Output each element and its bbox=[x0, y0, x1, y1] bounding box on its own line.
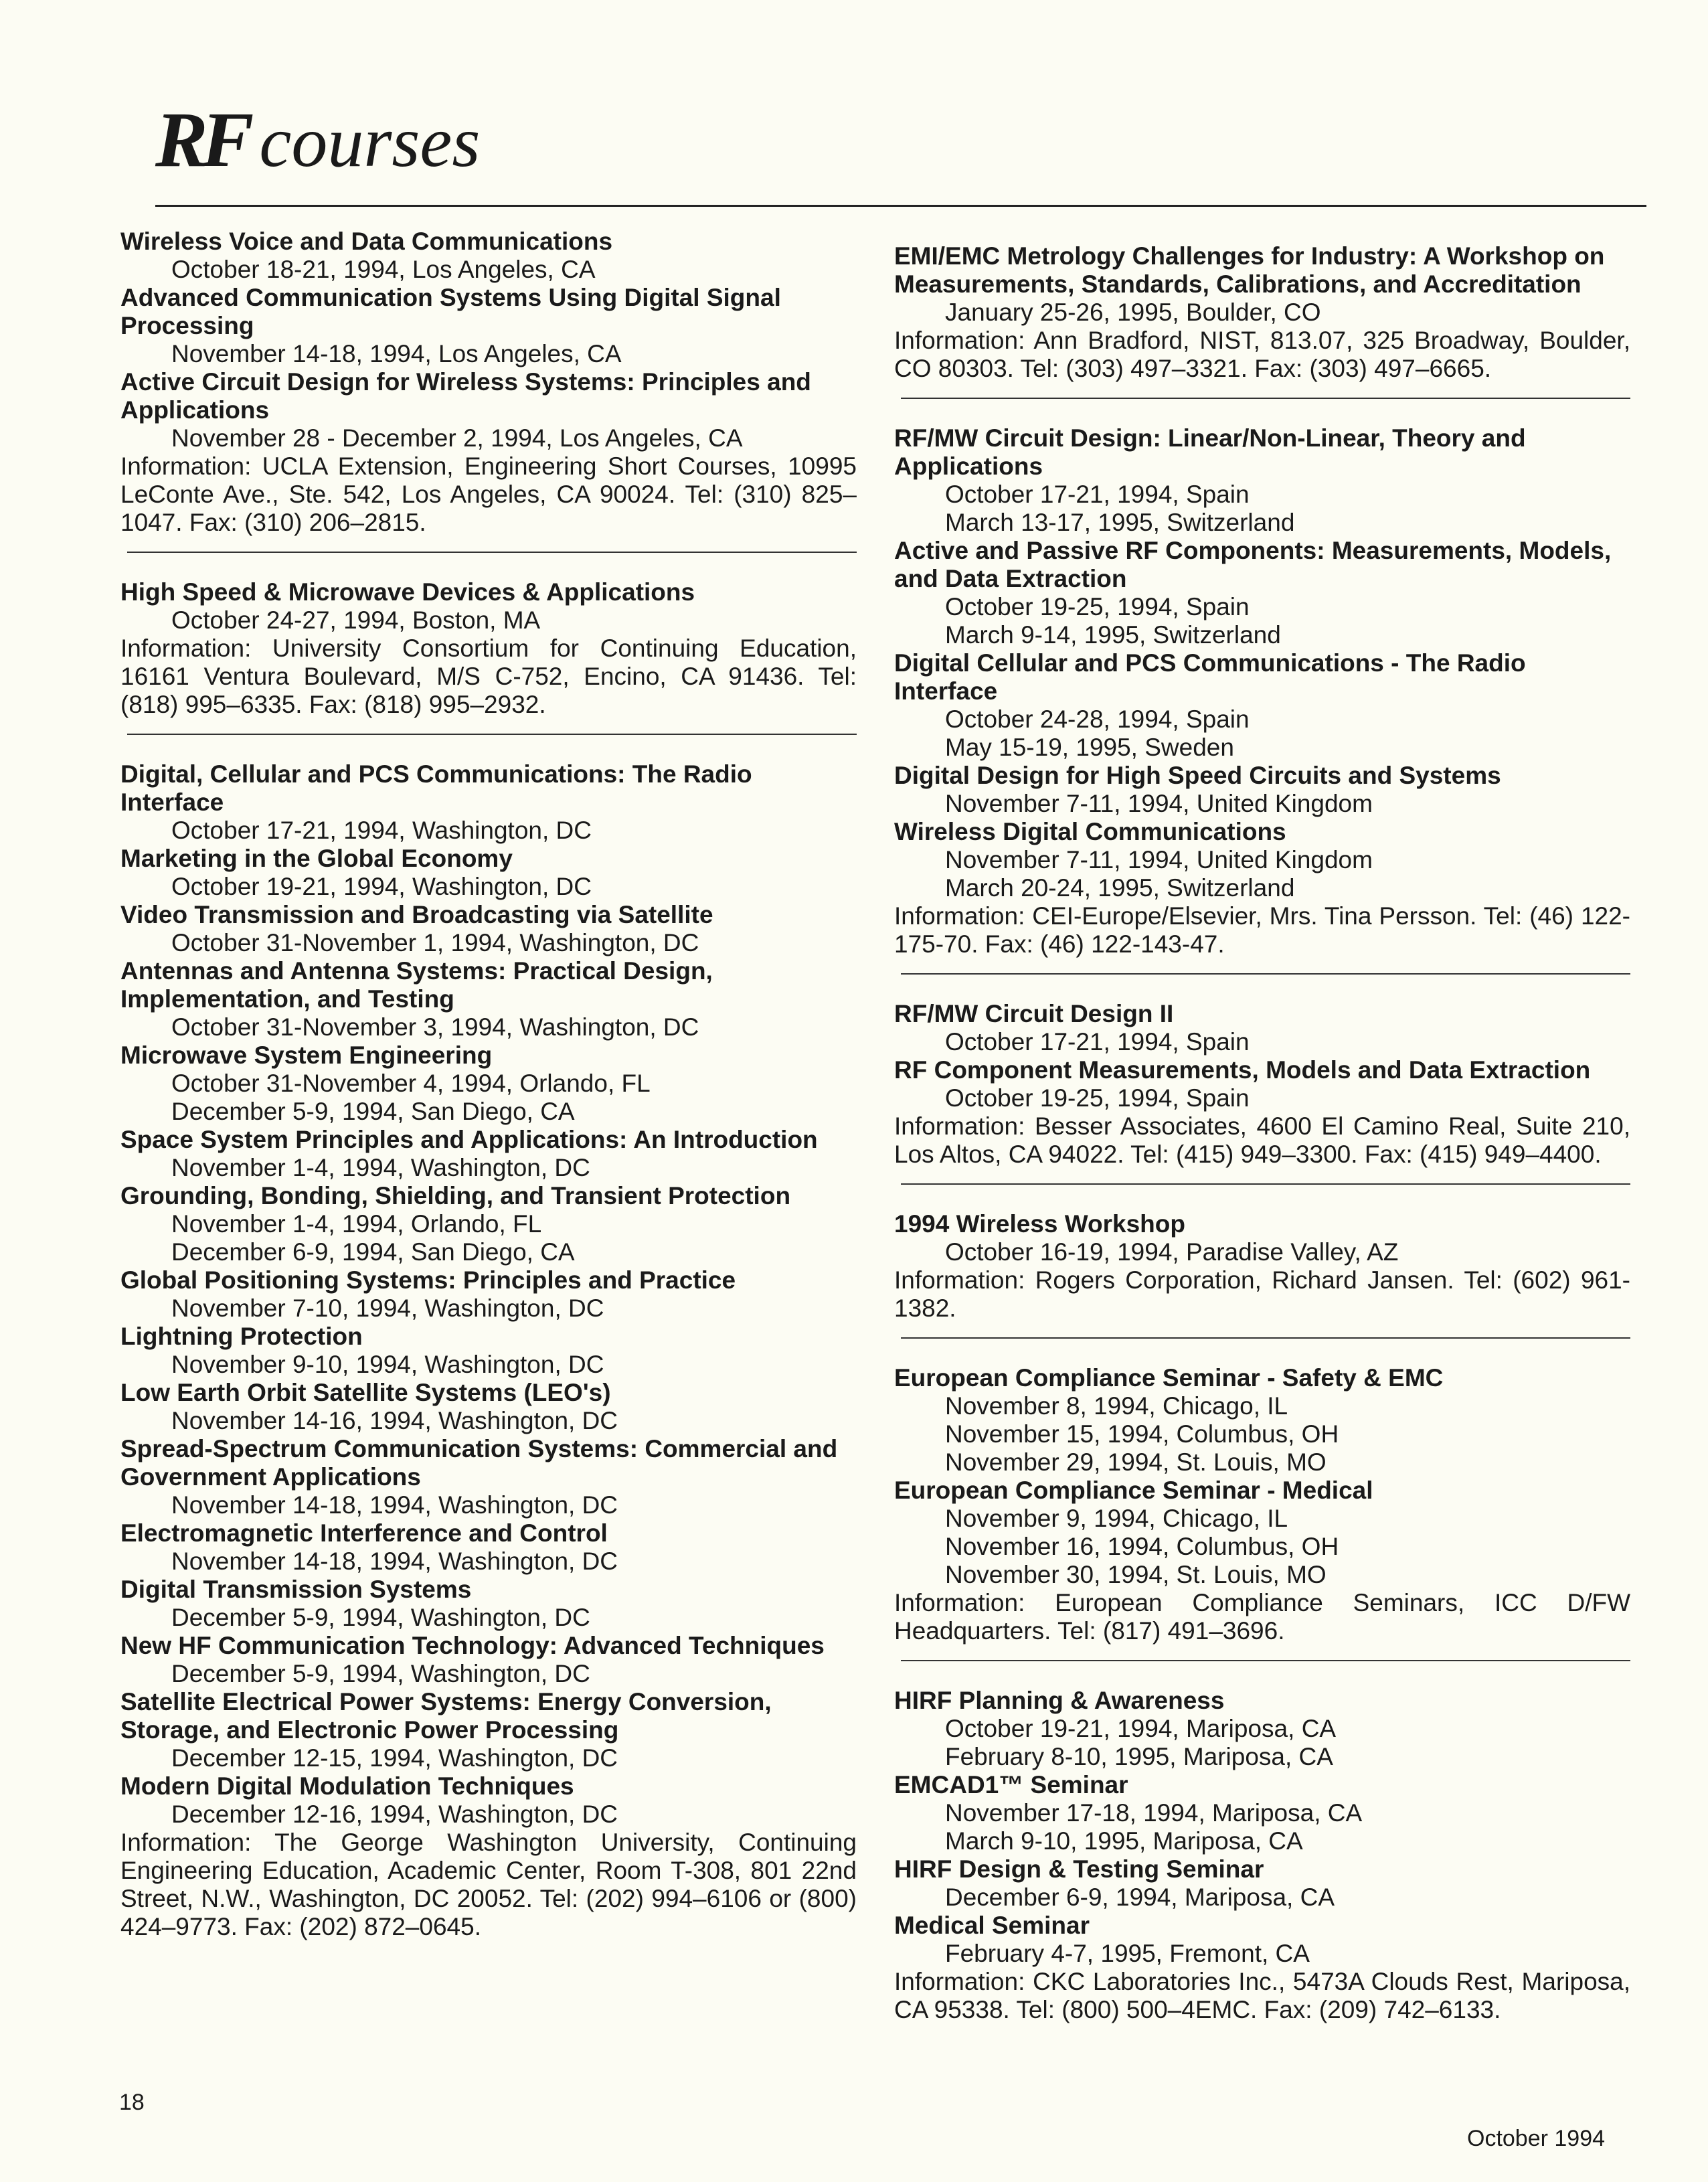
course-title: HIRF Planning & Awareness bbox=[894, 1687, 1225, 1714]
course-date: November 29, 1994, St. Louis, MO bbox=[945, 1448, 1327, 1476]
course-title: Spread-Spectrum Communication Systems: Commercial and Government Applications bbox=[120, 1435, 838, 1491]
course-title: Low Earth Orbit Satellite Systems (LEO's) bbox=[120, 1379, 611, 1406]
course-title: Satellite Electrical Power Systems: Energy Conversion, Storage, and Electronic Power Processing bbox=[120, 1688, 772, 1744]
course-date: November 14-18, 1994, Los Angeles, CA bbox=[171, 340, 622, 367]
course-date: November 14-18, 1994, Washington, DC bbox=[171, 1547, 618, 1575]
contact-info: Information: European Compliance Seminars, ICC D/FW Headquarters. Tel: (817) 491–3696. bbox=[894, 1589, 1630, 1645]
course-date: October 31-November 4, 1994, Orlando, FL bbox=[171, 1070, 651, 1097]
course-date: November 9-10, 1994, Washington, DC bbox=[171, 1351, 604, 1378]
course-date: October 31-November 3, 1994, Washington, DC bbox=[171, 1013, 699, 1041]
course-title: Lightning Protection bbox=[120, 1323, 363, 1350]
course-title: Video Transmission and Broadcasting via Satellite bbox=[120, 901, 713, 928]
course-date: February 8-10, 1995, Mariposa, CA bbox=[945, 1743, 1333, 1770]
section-divider bbox=[901, 973, 1630, 975]
masthead-rule bbox=[155, 205, 1646, 207]
course-title: RF Component Measurements, Models and Data Extraction bbox=[894, 1056, 1591, 1084]
course-title: New HF Communication Technology: Advanced Techniques bbox=[120, 1632, 825, 1659]
course-title: Marketing in the Global Economy bbox=[120, 845, 513, 872]
course-date: December 12-15, 1994, Washington, DC bbox=[171, 1744, 618, 1772]
course-title: European Compliance Seminar - Safety & EMC bbox=[894, 1364, 1444, 1392]
listing-block bbox=[894, 424, 1630, 958]
course-date: October 19-21, 1994, Washington, DC bbox=[171, 873, 592, 900]
course-date: October 18-21, 1994, Los Angeles, CA bbox=[171, 256, 596, 283]
listing-block bbox=[120, 760, 857, 1941]
course-title: RF/MW Circuit Design II bbox=[894, 1000, 1174, 1027]
contact-info: Information: Ann Bradford, NIST, 813.07, 325 Broadway, Boulder, CO 80303. Tel: (303) 497–3321. Fax: (303) 497–6665. bbox=[894, 327, 1630, 382]
course-date: October 17-21, 1994, Spain bbox=[945, 481, 1250, 508]
course-date: November 1-4, 1994, Washington, DC bbox=[171, 1154, 590, 1181]
course-title: EMI/EMC Metrology Challenges for Industry: A Workshop on Measurements, Standards, Calibrations, and Accreditation bbox=[894, 242, 1605, 298]
left-column bbox=[120, 228, 857, 1941]
course-date: December 5-9, 1994, Washington, DC bbox=[171, 1604, 590, 1631]
course-date: October 19-25, 1994, Spain bbox=[945, 1084, 1250, 1112]
course-date: November 15, 1994, Columbus, OH bbox=[945, 1420, 1339, 1448]
section-divider bbox=[901, 1337, 1630, 1339]
course-title: Wireless Digital Communications bbox=[894, 818, 1286, 845]
issue-date: October 1994 bbox=[1467, 2126, 1606, 2151]
course-date: October 17-21, 1994, Spain bbox=[945, 1028, 1250, 1056]
course-title: Modern Digital Modulation Techniques bbox=[120, 1772, 574, 1800]
course-date: December 5-9, 1994, Washington, DC bbox=[171, 1660, 590, 1687]
course-date: March 9-10, 1995, Mariposa, CA bbox=[945, 1827, 1303, 1855]
course-date: October 16-19, 1994, Paradise Valley, AZ bbox=[945, 1238, 1399, 1266]
course-title: Digital, Cellular and PCS Communications: The Radio Interface bbox=[120, 760, 752, 816]
course-date: December 5-9, 1994, San Diego, CA bbox=[171, 1098, 575, 1125]
listing-block bbox=[120, 228, 857, 537]
course-date: November 14-18, 1994, Washington, DC bbox=[171, 1491, 618, 1519]
course-title: Active and Passive RF Components: Measurements, Models, and Data Extraction bbox=[894, 537, 1612, 592]
course-date: December 6-9, 1994, Mariposa, CA bbox=[945, 1883, 1335, 1911]
course-title: RF/MW Circuit Design: Linear/Non-Linear, Theory and Applications bbox=[894, 424, 1526, 480]
course-title: Grounding, Bonding, Shielding, and Transient Protection bbox=[120, 1182, 791, 1209]
course-title: Medical Seminar bbox=[894, 1912, 1090, 1939]
course-date: November 7-10, 1994, Washington, DC bbox=[171, 1294, 604, 1322]
course-date: November 7-11, 1994, United Kingdom bbox=[945, 846, 1373, 873]
listing-block bbox=[894, 1000, 1630, 1169]
section-divider bbox=[127, 734, 857, 735]
course-date: March 20-24, 1995, Switzerland bbox=[945, 874, 1295, 902]
page-number: 18 bbox=[119, 2090, 145, 2115]
course-date: October 24-27, 1994, Boston, MA bbox=[171, 606, 541, 634]
course-title: Global Positioning Systems: Principles and Practice bbox=[120, 1266, 736, 1294]
course-date: November 1-4, 1994, Orlando, FL bbox=[171, 1210, 542, 1238]
course-title: Wireless Voice and Data Communications bbox=[120, 228, 613, 255]
course-date: November 28 - December 2, 1994, Los Angeles, CA bbox=[171, 424, 743, 452]
listing-block bbox=[894, 1687, 1630, 2024]
listing-block bbox=[894, 1210, 1630, 1323]
course-date: February 4-7, 1995, Fremont, CA bbox=[945, 1940, 1310, 1967]
section-divider bbox=[901, 398, 1630, 399]
listing-block bbox=[894, 242, 1630, 383]
contact-info: Information: UCLA Extension, Engineering Short Courses, 10995 LeConte Ave., Ste. 542, Los Angeles, CA 90024. Tel: (310) 825–1047. Fax: (310) 206–2815. bbox=[120, 452, 857, 536]
contact-info: Information: Besser Associates, 4600 El Camino Real, Suite 210, Los Altos, CA 94022. Tel: (415) 949–3300. Fax: (415) 949–4400. bbox=[894, 1112, 1630, 1168]
rf-logo: RF bbox=[155, 96, 248, 183]
course-date: October 31-November 1, 1994, Washington, DC bbox=[171, 929, 699, 956]
section-divider bbox=[127, 552, 857, 553]
course-title: Digital Design for High Speed Circuits and Systems bbox=[894, 762, 1501, 789]
section-divider bbox=[901, 1183, 1630, 1185]
course-title: High Speed & Microwave Devices & Applications bbox=[120, 578, 695, 606]
course-date: November 9, 1994, Chicago, IL bbox=[945, 1505, 1288, 1532]
contact-info: Information: The George Washington University, Continuing Engineering Education, Academic Center, Room T-308, 801 22nd Street, N.W., Washington, DC 20052. Tel: (202) 994–6106 or (800) 424–9773. Fax: (202) 872–0645. bbox=[120, 1829, 857, 1940]
course-title: EMCAD1™ Seminar bbox=[894, 1771, 1128, 1798]
course-date: November 17-18, 1994, Mariposa, CA bbox=[945, 1799, 1363, 1827]
listing-block bbox=[120, 578, 857, 719]
course-date: December 6-9, 1994, San Diego, CA bbox=[171, 1238, 575, 1266]
contact-info: Information: University Consortium for Continuing Education, 16161 Ventura Boulevard, M/S C-752, Encino, CA 91436. Tel: (818) 995–6335. Fax: (818) 995–2932. bbox=[120, 635, 857, 718]
course-title: Advanced Communication Systems Using Digital Signal Processing bbox=[120, 284, 781, 339]
course-title: Space System Principles and Applications: An Introduction bbox=[120, 1126, 818, 1153]
listing-block bbox=[894, 1364, 1630, 1645]
course-date: October 24-28, 1994, Spain bbox=[945, 705, 1250, 733]
course-title: HIRF Design & Testing Seminar bbox=[894, 1855, 1264, 1883]
course-date: October 19-21, 1994, Mariposa, CA bbox=[945, 1715, 1337, 1742]
right-column bbox=[894, 242, 1630, 2024]
course-date: May 15-19, 1995, Sweden bbox=[945, 734, 1234, 761]
course-date: October 19-25, 1994, Spain bbox=[945, 593, 1250, 620]
course-title: Digital Transmission Systems bbox=[120, 1576, 472, 1603]
course-title: Digital Cellular and PCS Communications - The Radio Interface bbox=[894, 649, 1526, 705]
course-title: 1994 Wireless Workshop bbox=[894, 1210, 1185, 1238]
course-date: January 25-26, 1995, Boulder, CO bbox=[945, 299, 1321, 326]
course-date: November 30, 1994, St. Louis, MO bbox=[945, 1561, 1327, 1588]
course-date: October 17-21, 1994, Washington, DC bbox=[171, 817, 592, 844]
course-title: Microwave System Engineering bbox=[120, 1041, 493, 1069]
course-date: November 14-16, 1994, Washington, DC bbox=[171, 1407, 618, 1434]
contact-info: Information: Rogers Corporation, Richard Jansen. Tel: (602) 961-1382. bbox=[894, 1266, 1630, 1322]
course-title: European Compliance Seminar - Medical bbox=[894, 1477, 1373, 1504]
course-date: March 13-17, 1995, Switzerland bbox=[945, 509, 1295, 536]
course-date: November 8, 1994, Chicago, IL bbox=[945, 1392, 1288, 1420]
course-date: November 7-11, 1994, United Kingdom bbox=[945, 790, 1373, 817]
course-title: Electromagnetic Interference and Control bbox=[120, 1519, 608, 1547]
course-date: November 16, 1994, Columbus, OH bbox=[945, 1533, 1339, 1560]
contact-info: Information: CKC Laboratories Inc., 5473A Clouds Rest, Mariposa, CA 95338. Tel: (800) 500–4EMC. Fax: (209) 742–6133. bbox=[894, 1968, 1630, 2023]
section-divider bbox=[901, 1660, 1630, 1661]
course-date: December 12-16, 1994, Washington, DC bbox=[171, 1800, 618, 1828]
section-title: courses bbox=[259, 102, 481, 182]
contact-info: Information: CEI-Europe/Elsevier, Mrs. Tina Persson. Tel: (46) 122-175-70. Fax: (46) 122-143-47. bbox=[894, 902, 1630, 958]
course-title: Active Circuit Design for Wireless Systems: Principles and Applications bbox=[120, 368, 811, 424]
masthead bbox=[155, 96, 481, 183]
course-date: March 9-14, 1995, Switzerland bbox=[945, 621, 1281, 649]
course-title: Antennas and Antenna Systems: Practical Design, Implementation, and Testing bbox=[120, 957, 713, 1013]
